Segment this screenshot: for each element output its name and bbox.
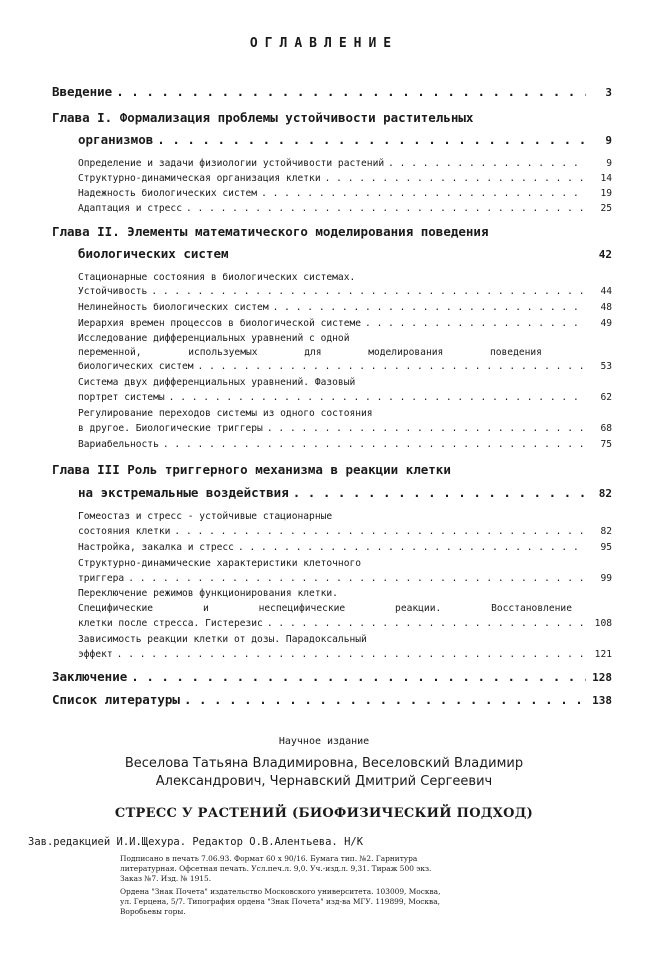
toc-entry-label: Настройка, закалка и стресс xyxy=(78,542,234,553)
toc-page-number: 138 xyxy=(592,694,612,707)
toc-entry-label: эффект xyxy=(78,649,113,660)
leader-dots xyxy=(163,439,586,450)
editors-line: Зав.редакцией И.И.Щехура. Редактор О.В.Алентьева. Н/К xyxy=(28,836,364,848)
toc-entry xyxy=(78,302,612,313)
leader-dots xyxy=(169,392,586,403)
chapter-heading: Глава III Роль триггерного механизма в реакции клетки xyxy=(52,462,451,477)
toc-entry xyxy=(78,286,612,297)
toc-page-number: 99 xyxy=(600,573,612,584)
toc-entry-label: Определение и задачи физиологии устойчивости растений xyxy=(78,158,385,169)
toc-page-number: 42 xyxy=(598,248,612,261)
toc-page-number: 53 xyxy=(600,361,612,372)
toc-entry-label: Вариабельность xyxy=(78,439,159,450)
toc-entry-justified-line xyxy=(78,603,572,614)
chapter-heading: Глава II. Элементы математического моделирования поведения xyxy=(52,224,489,239)
toc-entry xyxy=(78,173,612,184)
leader-dots xyxy=(388,158,586,169)
toc-page-number: 9 xyxy=(605,134,612,147)
leader-dots xyxy=(174,526,586,537)
leader-dots xyxy=(261,188,586,199)
leader-dots xyxy=(151,286,586,297)
leader-dots xyxy=(184,692,586,707)
toc-page-number: 62 xyxy=(600,392,612,403)
toc-page-number: 48 xyxy=(600,302,612,313)
toc-entry-label: Исследование дифференциальных уравнений с одной xyxy=(78,333,350,344)
toc-entry xyxy=(78,423,612,434)
word: поведения xyxy=(489,347,542,358)
toc-entry-label: на экстремальные воздействия xyxy=(78,485,289,500)
toc-page-number: 9 xyxy=(606,158,612,169)
leader-dots xyxy=(116,84,586,99)
toc-page-number: 25 xyxy=(600,203,612,214)
toc-page-number: 3 xyxy=(605,86,612,99)
toc-entry-intro xyxy=(52,84,612,99)
word: Специфические xyxy=(78,603,154,614)
book-title: СТРЕСС У РАСТЕНИЙ (БИОФИЗИЧЕСКИЙ ПОДХОД) xyxy=(114,806,534,821)
authors-line-2: Александрович, Чернавский Дмитрий Сергеевич xyxy=(155,774,493,789)
toc-entry-label: Регулирование переходов системы из одного состояния xyxy=(78,408,373,419)
toc-page-number: 44 xyxy=(600,286,612,297)
toc-entry-chapter-3 xyxy=(78,485,612,500)
toc-entry-label: Иерархия времен процессов в биологической системе xyxy=(78,318,362,329)
toc-page-number: 121 xyxy=(594,649,612,660)
word: реакции. xyxy=(395,603,442,614)
chapter-heading: Глава I. Формализация проблемы устойчивости растительных xyxy=(52,110,474,125)
toc-entry xyxy=(78,392,612,403)
leader-dots xyxy=(198,361,586,372)
toc-entry-label: биологических систем xyxy=(78,246,229,261)
toc-page-number: 82 xyxy=(598,487,612,500)
toc-entry-label: Зависимость реакции клетки от дозы. Парадоксальный xyxy=(78,634,367,645)
word: моделирования xyxy=(368,347,444,358)
imprint-line: Ордена "Знак Почета" издательство Московского университета. 103009, Москва, xyxy=(120,887,441,896)
imprint-line: Заказ №7. Изд. № 1915. xyxy=(120,874,212,883)
leader-dots xyxy=(128,573,586,584)
leader-dots xyxy=(273,302,586,313)
toc-entry-label: Стационарные состояния в биологических системах. xyxy=(78,272,356,283)
toc-entry-label: состояния клетки xyxy=(78,526,171,537)
toc-entry-label: Структурно-динамические характеристики клеточного xyxy=(78,558,362,569)
leader-dots xyxy=(365,318,586,329)
word: используемых xyxy=(188,347,258,358)
toc-page-number: 128 xyxy=(592,671,612,684)
toc-page-number: 75 xyxy=(600,439,612,450)
toc-entry-label: Список литературы xyxy=(52,692,180,707)
word: неспецифические xyxy=(258,603,346,614)
toc-entry-label: Переключение режимов функционирования клетки. xyxy=(78,588,338,599)
page-title: ОГЛАВЛЕНИЕ xyxy=(249,36,399,51)
toc-entry-label: портрет системы xyxy=(78,392,165,403)
toc-entry xyxy=(78,573,612,584)
toc-entry-label: клетки после стресса. Гистерезис xyxy=(78,618,263,629)
toc-entry-label: биологических систем xyxy=(78,361,194,372)
publication-type: Научное издание xyxy=(278,736,370,747)
toc-entry xyxy=(78,649,612,660)
imprint-line: литературная. Офсетная печать. Усл.печ.л. 9,0. Уч.-изд.л. 9,31. Тираж 500 экз. xyxy=(120,864,432,873)
leader-dots xyxy=(267,618,586,629)
leader-dots xyxy=(267,423,586,434)
toc-entry xyxy=(78,318,612,329)
toc-page-number: 108 xyxy=(594,618,612,629)
toc-entry-label: Нелинейность биологических систем xyxy=(78,302,269,313)
toc-entry-label: Надежность биологических систем xyxy=(78,188,258,199)
authors-line-1: Веселова Татьяна Владимировна, Веселовский Владимир xyxy=(124,756,524,771)
toc-entry-chapter-2 xyxy=(78,246,612,261)
leader-dots xyxy=(325,173,586,184)
toc-entry xyxy=(78,526,612,537)
toc-page-number: 95 xyxy=(600,542,612,553)
toc-page-number: 68 xyxy=(600,423,612,434)
toc-entry xyxy=(78,439,612,450)
toc-page-number: 82 xyxy=(600,526,612,537)
toc-entry-label: организмов xyxy=(78,132,154,147)
imprint-line: Подписано в печать 7.06.93. Формат 60 х 90/16. Бумага тип. №2. Гарнитура xyxy=(120,854,418,863)
leader-dots xyxy=(131,669,586,684)
leader-dots xyxy=(117,649,586,660)
toc-entry-label: Заключение xyxy=(52,669,128,684)
toc-entry xyxy=(78,542,612,553)
leader-dots xyxy=(157,132,586,147)
toc-entry-references xyxy=(52,692,612,707)
toc-entry-chapter-1 xyxy=(78,132,612,147)
toc-page-number: 49 xyxy=(600,318,612,329)
toc-entry-justified-line xyxy=(78,347,542,358)
leader-dots xyxy=(186,203,586,214)
toc-entry xyxy=(78,203,612,214)
toc-entry-label: Структурно-динамическая организация клетки xyxy=(78,173,321,184)
toc-entry-label: Адаптация и стресс xyxy=(78,203,182,214)
toc-page-number: 19 xyxy=(600,188,612,199)
toc-entry-label: Устойчивость xyxy=(78,286,148,297)
toc-entry-label: в другое. Биологические триггеры xyxy=(78,423,263,434)
imprint-line: ул. Герцена, 5/7. Типография ордена "Знак Почета" изд-ва МГУ. 119899, Москва, xyxy=(120,897,440,906)
toc-page-number: 14 xyxy=(600,173,612,184)
toc-entry xyxy=(78,618,612,629)
imprint-line: Воробьевы горы. xyxy=(120,907,186,916)
word: Восстановление xyxy=(491,603,572,614)
toc-entry xyxy=(78,361,612,372)
word: для xyxy=(304,347,322,358)
toc-entry-label: Система двух дифференциальных уравнений. Фазовый xyxy=(78,377,356,388)
toc-entry-label: Гомеостаз и стресс - устойчивые стационарные xyxy=(78,511,333,522)
word: и xyxy=(202,603,209,614)
toc-entry xyxy=(78,188,612,199)
toc-entry-label: триггера xyxy=(78,573,125,584)
toc-entry-label: Введение xyxy=(52,84,113,99)
leader-dots xyxy=(293,485,586,500)
toc-entry-conclusion xyxy=(52,669,612,684)
toc-entry xyxy=(78,158,612,169)
word: переменной, xyxy=(78,347,142,358)
leader-dots xyxy=(238,542,586,553)
